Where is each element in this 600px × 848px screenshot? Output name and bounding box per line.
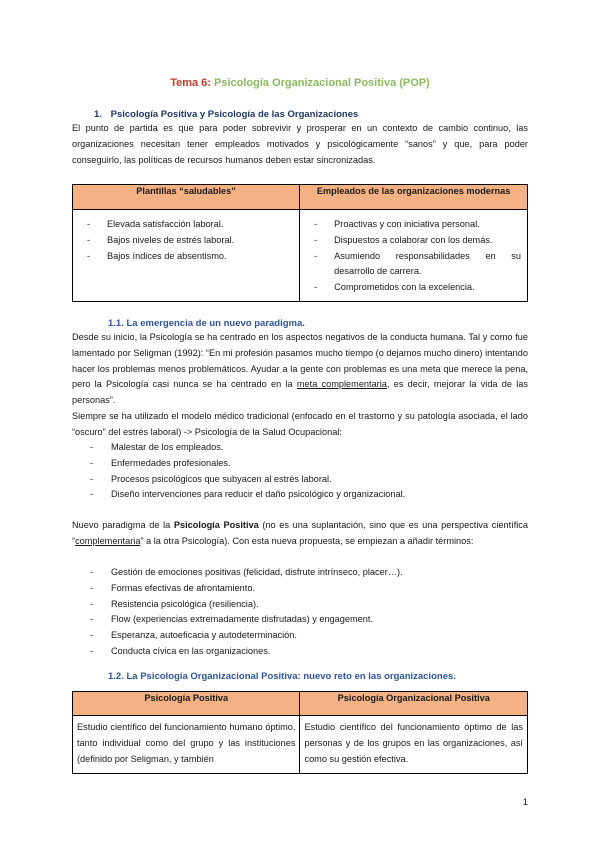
table1-cell-left	[73, 210, 300, 302]
paragraph-text: Desde su inicio, la Psicología se ha centrado en los aspectos negativos de la conducta humana. Tal y como fue lamentado por Seligman (1992): “En mi profesión pasamos mucho tiempo (o dejamos mucho dinero) intentando hacer los problemas menos problemáticos. Ayudar a la gente con problemas es una meta que merece la pena, pero la Psicología casi nunca se ha centrado en la	[72, 332, 528, 390]
list-item: - Gestión de emociones positivas (felicidad, disfrute intrínseco, placer…).	[90, 565, 403, 581]
list-item: - Dispuestos a colaborar con los demás.	[306, 233, 521, 249]
table1-header-right: Empleados de las organizaciones modernas	[300, 185, 528, 210]
table1-right-list	[306, 217, 521, 296]
occupational-health-list	[90, 440, 405, 503]
paragraph-text: (no es una suplantación, sino que es una perspectiva científica “	[72, 520, 528, 546]
table1-cell-right	[300, 210, 528, 302]
list-item: - Proactivas y con iniciativa personal.	[306, 217, 521, 233]
list-item: - Resistencia psicológica (resiliencia).	[90, 597, 403, 613]
section-1-1-paragraph-3	[72, 518, 528, 550]
section-1-1-heading: 1.1. La emergencia de un nuevo paradigma.	[108, 318, 305, 329]
paragraph-text: ” a la otra Psicología). Con esta nueva propuesta, se empiezan a añadir términos:	[140, 535, 474, 546]
list-item: - Esperanza, autoeficacia y autodeterminación.	[90, 628, 403, 644]
section-1-heading	[94, 109, 358, 120]
section-1-1-paragraph-2: Siempre se ha utilizado el modelo médico tradicional (enfocado en el trastorno y su patología asociada, el lado “oscuro” del estrés laboral) -> Psicología de la Salud Ocupacional:	[72, 411, 528, 437]
section-1-2-heading: 1.2. La Psicología Organizacional Positiva: nuevo reto en las organizaciones.	[108, 671, 456, 682]
table-positive-psychology-comparison	[72, 691, 528, 774]
section-1-title: Psicología Positiva y Psicología de las Organizaciones	[110, 109, 359, 120]
title-main: Psicología Organizacional Positiva (POP)	[214, 77, 430, 89]
table2-right-text: Estudio científico del funcionamiento óptimo de las personas y de los grupos en las organizaciones, así como su gestión efectiva.	[304, 722, 523, 764]
list-item: - Flow (experiencias extremadamente disfrutadas) y engagement.	[90, 612, 403, 628]
table1-left-list	[79, 217, 293, 264]
underlined-term: complementaria	[75, 535, 141, 546]
section-1-1-paragraph-1	[72, 330, 528, 409]
list-item: - Elevada satisfacción laboral.	[79, 217, 293, 233]
positive-psychology-terms-list	[90, 565, 403, 660]
list-item: - Conducta cívica en las organizaciones.	[90, 644, 403, 660]
list-item: - Procesos psicológicos que subyacen al estrés laboral.	[90, 472, 405, 488]
list-item: - Bajos índices de absentismo.	[79, 249, 293, 265]
table2-cell-right	[300, 716, 528, 774]
table2-header-left: Psicología Positiva	[73, 692, 300, 716]
table2-left-text: Estudio científico del funcionamiento humano óptimo, tanto individual como del grupo y las instituciones (definido por Seligman, y también	[77, 722, 296, 764]
list-item: - Formas efectivas de afrontamiento.	[90, 581, 403, 597]
list-item: - Diseño intervenciones para reducir el daño psicológico y organizacional.	[90, 487, 405, 503]
title-prefix: Tema 6:	[170, 77, 211, 89]
page-number: 1	[522, 797, 528, 808]
list-item: - Malestar de los empleados.	[90, 440, 405, 456]
list-item: - Comprometidos con la excelencia.	[306, 280, 521, 296]
paragraph-text: , es decir, mejorar la vida de las personas”.	[72, 379, 529, 406]
underlined-term: meta complementaria	[296, 379, 387, 390]
paragraph-text: Nuevo paradigma de la	[72, 520, 174, 530]
list-item: - Asumiendo responsabilidades en su desarrollo de carrera.	[306, 249, 521, 281]
section-1-paragraph: El punto de partida es que para poder sobrevivir y prosperar en un contexto de cambio continuo, las organizaciones necesitan tener empleados motivados y psicológicamente “sanos” y que, para poder conseguirlo, las políticas de recursos humanos deben estar sincronizadas.	[72, 123, 528, 165]
list-item: - Enfermedades profesionales.	[90, 456, 405, 472]
bold-term: Psicología Positiva	[173, 520, 259, 530]
list-item: - Bajos niveles de estrés laboral.	[79, 233, 293, 249]
section-1-number: 1.	[94, 109, 102, 120]
page-title	[0, 77, 600, 89]
table2-cell-left	[73, 716, 300, 774]
table-healthy-staff	[72, 184, 528, 302]
table2-header-right: Psicología Organizacional Positiva	[300, 692, 528, 716]
table1-header-left: Plantillas “saludables”	[73, 185, 300, 210]
